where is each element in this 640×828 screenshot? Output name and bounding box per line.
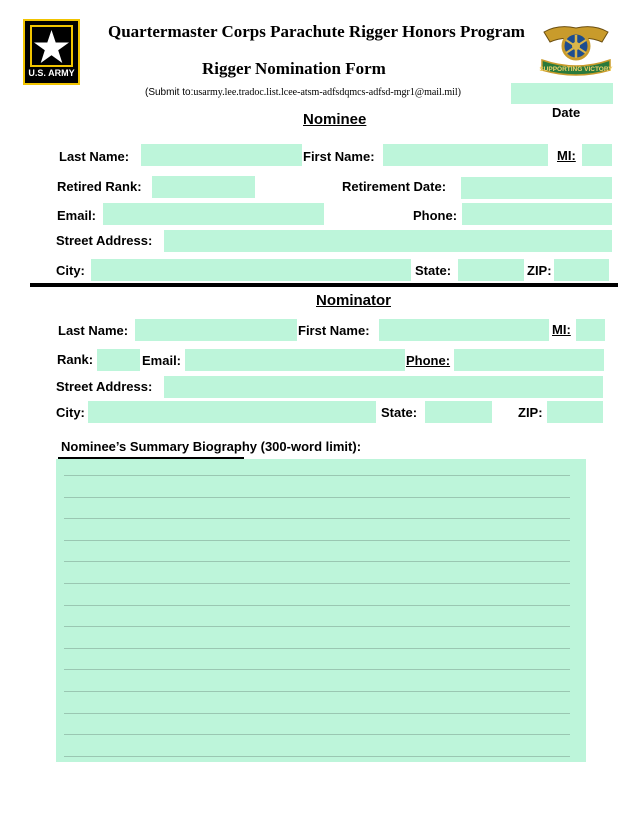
nominee-email-input[interactable]: [103, 203, 324, 225]
biography-rule-line: [64, 583, 570, 584]
nominee-mi-input[interactable]: [582, 144, 612, 166]
nominator-last-name-label: Last Name:: [58, 323, 129, 338]
biography-rule-line: [64, 475, 570, 476]
army-star-icon: [25, 23, 78, 69]
biography-rule-line: [64, 540, 570, 541]
nominator-city-label: City:: [56, 405, 85, 420]
date-label: Date: [552, 105, 581, 120]
biography-rule-line: [64, 626, 570, 627]
nominator-city-input[interactable]: [88, 401, 376, 423]
nominee-city-label: City:: [56, 263, 85, 278]
nominator-email-label: Email:: [142, 353, 182, 368]
biography-rule-line: [64, 756, 570, 757]
submit-prefix: (Submit to:: [145, 87, 194, 98]
nominee-first-name-input[interactable]: [383, 144, 548, 166]
nominee-state-label: State:: [415, 263, 452, 278]
program-title: Quartermaster Corps Parachute Rigger Honors Program: [108, 22, 525, 41]
nominee-retirement-date-input[interactable]: [461, 177, 612, 199]
nominator-rank-label: Rank:: [57, 352, 94, 367]
biography-textarea[interactable]: [56, 459, 586, 762]
biography-rule-line: [64, 734, 570, 735]
nominee-retirement-date-label: Retirement Date:: [342, 179, 447, 194]
nominee-mi-label: MI:: [557, 148, 576, 163]
army-logo-text: U.S. ARMY: [28, 68, 75, 78]
biography-rule-line: [64, 713, 570, 714]
biography-rule-line: [64, 605, 570, 606]
form-title: Rigger Nomination Form: [202, 59, 386, 78]
nominator-rank-input[interactable]: [97, 349, 140, 371]
biography-rule-line: [64, 691, 570, 692]
nominee-state-input[interactable]: [458, 259, 524, 281]
biography-label: Nominee’s Summary Biography (300-word limit):: [61, 439, 362, 454]
nominator-street-label: Street Address:: [56, 379, 153, 394]
submit-email: usarmy.lee.tradoc.list.lcee-atsm-adfsdqmcs-adfsd-mgr1@mail.mil): [193, 87, 462, 98]
nominee-phone-input[interactable]: [462, 203, 612, 225]
nominator-email-input[interactable]: [185, 349, 405, 371]
biography-rule-line: [64, 669, 570, 670]
nominee-last-name-label: Last Name:: [59, 149, 130, 164]
nominee-last-name-input[interactable]: [141, 144, 302, 166]
biography-rule-line: [64, 648, 570, 649]
date-input[interactable]: [511, 83, 613, 104]
insignia-motto: SUPPORTING VICTORY: [539, 66, 613, 73]
submit-instructions: [145, 87, 461, 98]
nominee-zip-label: ZIP:: [527, 263, 552, 278]
nominator-street-input[interactable]: [164, 376, 603, 398]
nominator-zip-input[interactable]: [547, 401, 603, 423]
nominee-phone-label: Phone:: [413, 208, 458, 223]
nominator-last-name-input[interactable]: [135, 319, 297, 341]
nominee-first-name-label: First Name:: [303, 149, 375, 164]
army-logo: [23, 19, 80, 85]
nominator-zip-label: ZIP:: [518, 405, 543, 420]
nominee-city-input[interactable]: [91, 259, 411, 281]
biography-rule-line: [64, 561, 570, 562]
nominator-phone-label: Phone:: [406, 353, 451, 368]
nominator-mi-label: MI:: [552, 322, 571, 337]
nominator-heading: Nominator: [316, 292, 391, 309]
nominator-phone-input[interactable]: [454, 349, 604, 371]
nominee-email-label: Email:: [57, 208, 97, 223]
quartermaster-insignia: [536, 22, 616, 78]
nominator-first-name-input[interactable]: [379, 319, 549, 341]
section-divider: [30, 283, 618, 287]
biography-rule-line: [64, 497, 570, 498]
nominee-retired-rank-label: Retired Rank:: [57, 179, 142, 194]
quartermaster-insignia-icon: [536, 22, 616, 78]
biography-rule-line: [64, 518, 570, 519]
nominator-state-input[interactable]: [425, 401, 492, 423]
nominator-mi-input[interactable]: [576, 319, 605, 341]
nominator-first-name-label: First Name:: [298, 323, 370, 338]
nominee-heading: Nominee: [303, 111, 367, 128]
nominator-state-label: State:: [381, 405, 418, 420]
nominee-street-label: Street Address:: [56, 233, 153, 248]
nominee-zip-input[interactable]: [554, 259, 609, 281]
nominee-retired-rank-input[interactable]: [152, 176, 255, 198]
nominee-street-input[interactable]: [164, 230, 612, 252]
